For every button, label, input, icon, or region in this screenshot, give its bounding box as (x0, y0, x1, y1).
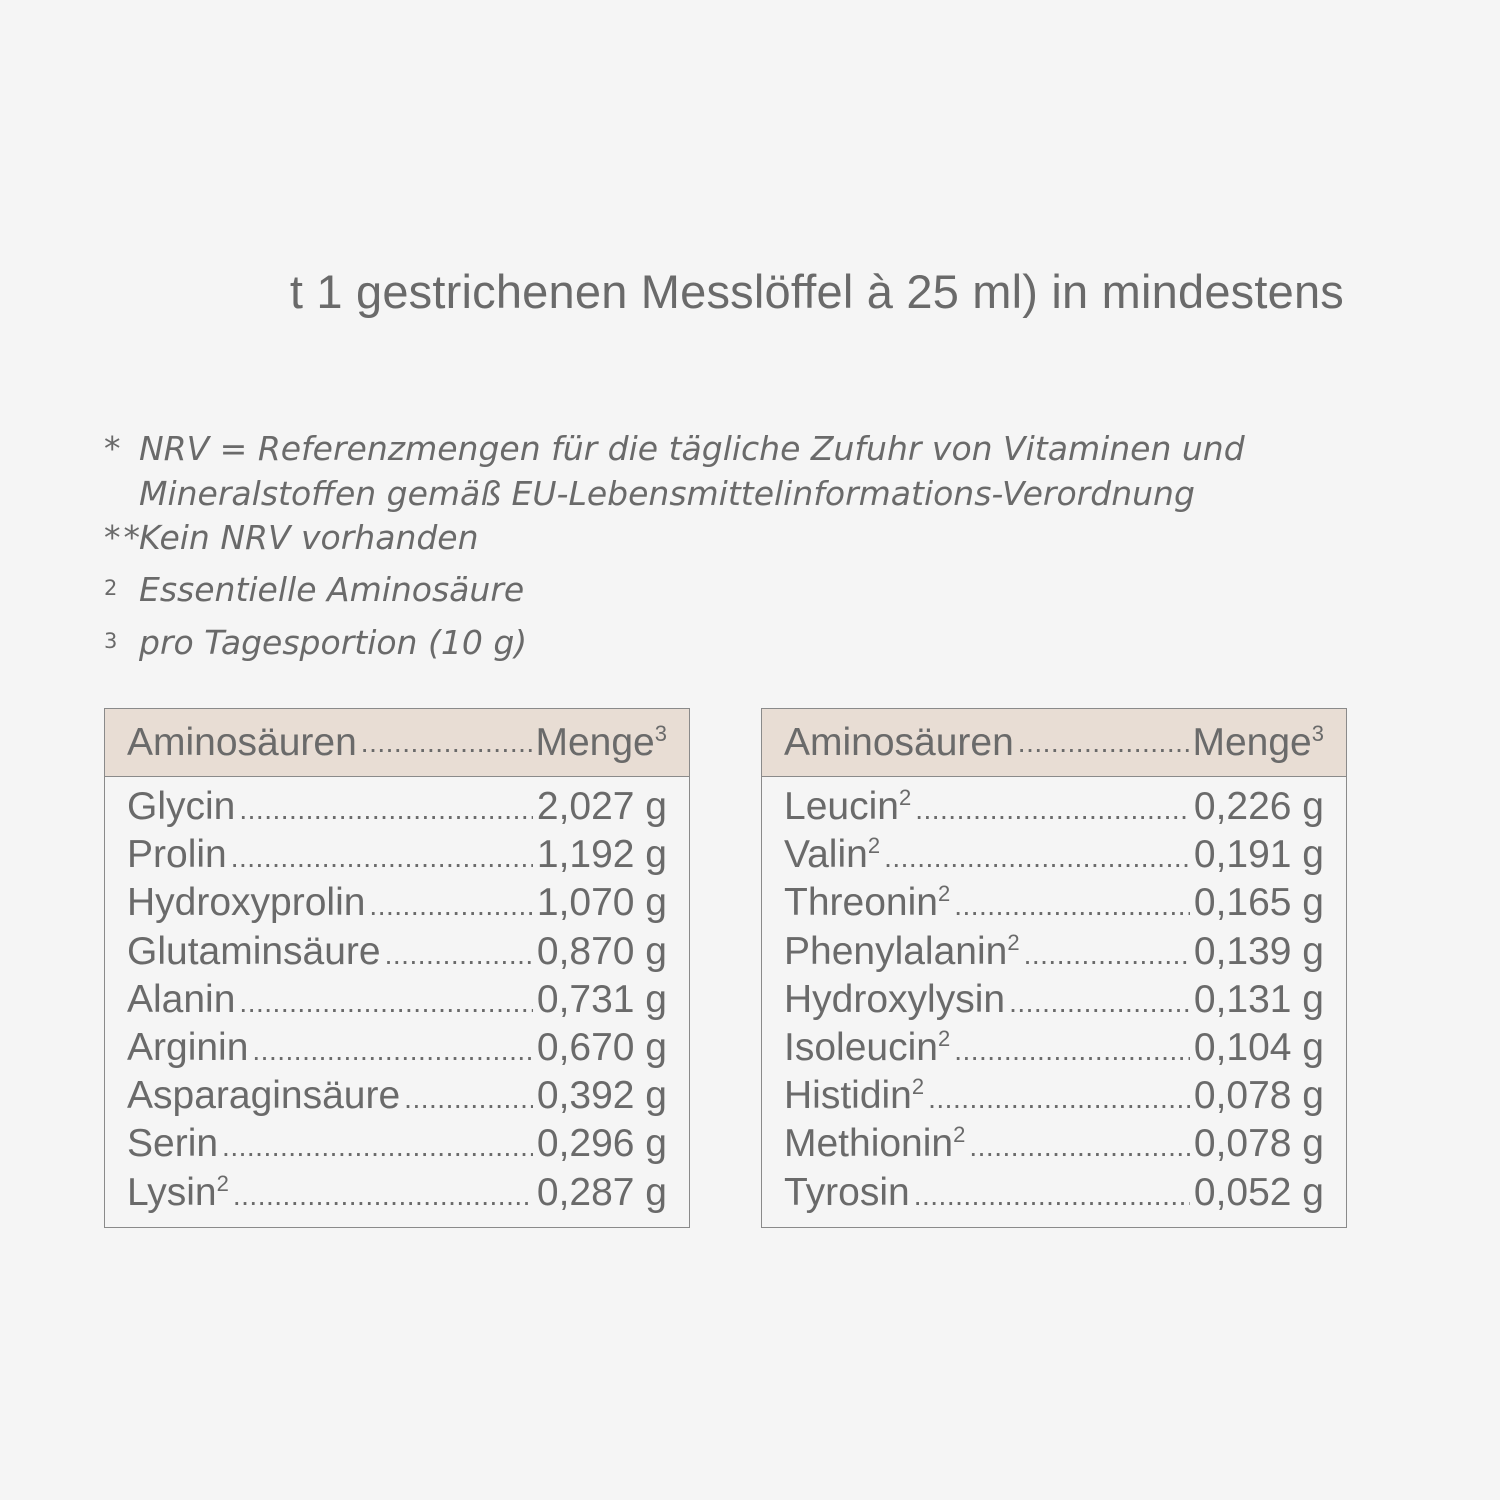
table-row (105, 1120, 689, 1168)
table-header (762, 709, 1346, 777)
amino-acid-name-text: Asparaginsäure (127, 1074, 401, 1118)
table-row (762, 976, 1346, 1024)
amount-value: 0,870 g (536, 929, 667, 973)
table-row (762, 1169, 1346, 1217)
amino-acid-name-text: Alanin (127, 977, 236, 1021)
header-amount-label: Menge (535, 720, 655, 764)
amino-acid-name (784, 1024, 950, 1072)
header-amount (1193, 721, 1325, 765)
amino-acid-name (127, 976, 235, 1024)
amount-value: 1,070 g (536, 881, 667, 925)
amino-acid-name (784, 1169, 910, 1217)
amino-acid-name-text: Tyrosin (784, 1170, 910, 1214)
dot-leader (914, 1172, 1190, 1220)
table-row (105, 976, 689, 1024)
dot-leader (233, 1172, 533, 1220)
amino-acid-name (784, 1072, 924, 1120)
amount-value: 1,192 g (536, 833, 667, 877)
dot-leader (361, 727, 532, 759)
footnote-nrv (104, 424, 1404, 473)
amount-value: 0,296 g (536, 1122, 667, 1166)
footnote-text: Mineralstoffen gemäß EU-Lebensmittelinformations-Verordnung (139, 474, 1195, 513)
amino-acid-name (784, 879, 950, 927)
essential-marker: 2 (937, 1025, 951, 1051)
footnote-mark: * (104, 429, 121, 468)
amino-acid-name (784, 928, 1020, 976)
header-amount-label: Menge (1192, 720, 1312, 764)
amino-acid-name-text: Serin (127, 1122, 219, 1166)
amino-acid-name-text: Glycin (127, 785, 236, 828)
amount-value: 0,670 g (536, 1025, 667, 1069)
dot-leader (884, 834, 1190, 882)
footnote-text: Essentielle Aminosäure (139, 570, 525, 609)
amount-value: 0,078 g (1193, 1122, 1324, 1166)
amino-acid-table-right (761, 708, 1347, 1228)
table-body (762, 777, 1346, 1217)
amount-value: 0,731 g (536, 977, 667, 1021)
dot-leader (385, 931, 533, 979)
amino-acid-name-text: Hydroxyprolin (127, 881, 366, 925)
intro-text-line (104, 262, 1364, 322)
amount-value: 2,027 g (536, 785, 667, 828)
table-row (105, 1169, 689, 1217)
amount-value: 0,131 g (1193, 977, 1324, 1021)
dot-leader (369, 882, 532, 930)
amino-acid-name-text: Isoleucin (784, 1025, 938, 1069)
footnote-mark: 2 (104, 576, 118, 600)
amount-value: 0,139 g (1193, 929, 1324, 973)
amino-acid-name-text: Glutaminsäure (127, 929, 381, 973)
amount-value: 0,287 g (536, 1170, 667, 1214)
footnote-nrv-continued (104, 471, 1404, 517)
amount-value: 0,078 g (1193, 1074, 1324, 1118)
amino-acid-name-text: Prolin (127, 833, 227, 877)
dot-leader (239, 786, 533, 834)
table-row (762, 831, 1346, 879)
dot-leader (954, 1027, 1190, 1075)
amino-acid-name (784, 831, 880, 879)
header-amount-sup: 3 (654, 720, 667, 746)
dot-leader (954, 882, 1190, 930)
footnotes (104, 424, 1404, 669)
dot-leader (969, 1123, 1190, 1171)
dot-leader (252, 1027, 532, 1075)
essential-marker: 2 (216, 1170, 229, 1196)
table-row (105, 928, 689, 976)
amount-value: 0,165 g (1193, 881, 1324, 925)
dot-leader (404, 1075, 533, 1123)
intro-text: t 1 gestrichenen Messlöffel à 25 ml) in mindestens (289, 265, 1344, 318)
amino-acid-name-text: Methionin (784, 1122, 954, 1166)
amino-acid-name (127, 879, 365, 927)
table-row (105, 879, 689, 927)
amino-acid-name-text: Arginin (127, 1025, 249, 1069)
dot-leader (222, 1123, 533, 1171)
table-row (105, 783, 689, 831)
amino-acid-name-text: Valin (784, 833, 868, 877)
essential-marker: 2 (867, 833, 881, 859)
essential-marker: 2 (911, 1074, 925, 1100)
header-amino-acids: Aminosäuren (784, 720, 1014, 764)
amino-acid-name-text: Hydroxylysin (784, 977, 1006, 1021)
amino-acid-name-text: Threonin (784, 881, 938, 925)
amino-acid-table-left (104, 708, 690, 1228)
amount-value: 0,104 g (1193, 1025, 1324, 1069)
dot-leader (239, 979, 532, 1027)
footnote-text: pro Tagesportion (10 g) (139, 623, 528, 662)
amount-value: 0,392 g (536, 1074, 667, 1118)
amino-acid-name-text: Histidin (784, 1074, 912, 1118)
dot-leader (928, 1075, 1190, 1123)
footnote-mark: 3 (104, 629, 118, 653)
footnote-text: Kein NRV vorhanden (139, 518, 479, 557)
table-row (762, 1024, 1346, 1072)
amino-acid-name (784, 976, 1005, 1024)
header-amount (536, 721, 668, 765)
header-amount-sup: 3 (1311, 720, 1324, 746)
footnote-text: NRV = Referenzmengen für die tägliche Zufuhr von Vitaminen und (139, 429, 1245, 468)
amino-acid-name (127, 1120, 218, 1168)
amino-acid-name (127, 1169, 229, 1217)
dot-leader (1018, 727, 1189, 759)
amino-acid-name (127, 831, 227, 879)
amount-value: 0,052 g (1193, 1170, 1324, 1214)
dot-leader (1009, 979, 1190, 1027)
dot-leader (231, 834, 533, 882)
dot-leader (915, 786, 1190, 834)
amount-value: 0,191 g (1193, 833, 1324, 877)
amino-acid-name (127, 783, 235, 831)
footnote-mark: ** (104, 518, 143, 557)
table-row (762, 928, 1346, 976)
essential-marker: 2 (953, 1122, 966, 1148)
header-amino-acids: Aminosäuren (127, 720, 357, 764)
table-row (762, 1120, 1346, 1168)
amino-acid-name-text: Leucin (784, 785, 899, 828)
footnote-essential (104, 564, 1404, 616)
amino-acid-name (784, 783, 911, 831)
amino-acid-name (784, 1120, 965, 1168)
table-row (105, 1072, 689, 1120)
table-row (762, 1072, 1346, 1120)
table-body (105, 777, 689, 1217)
table-header (105, 709, 689, 777)
essential-marker: 2 (1007, 929, 1020, 955)
dot-leader (1024, 931, 1190, 979)
table-row (762, 783, 1346, 831)
footnote-no-nrv (104, 515, 1404, 561)
amount-value: 0,226 g (1193, 785, 1324, 828)
table-row (105, 831, 689, 879)
table-row (105, 1024, 689, 1072)
amino-acid-name-text: Lysin (127, 1170, 217, 1214)
essential-marker: 2 (898, 785, 912, 810)
amino-acid-name (127, 1024, 248, 1072)
amino-acid-name-text: Phenylalanin (784, 929, 1008, 973)
amino-acid-name (127, 1072, 400, 1120)
amino-acid-name (127, 928, 381, 976)
table-row (762, 879, 1346, 927)
essential-marker: 2 (937, 881, 951, 907)
footnote-portion (104, 617, 1404, 669)
